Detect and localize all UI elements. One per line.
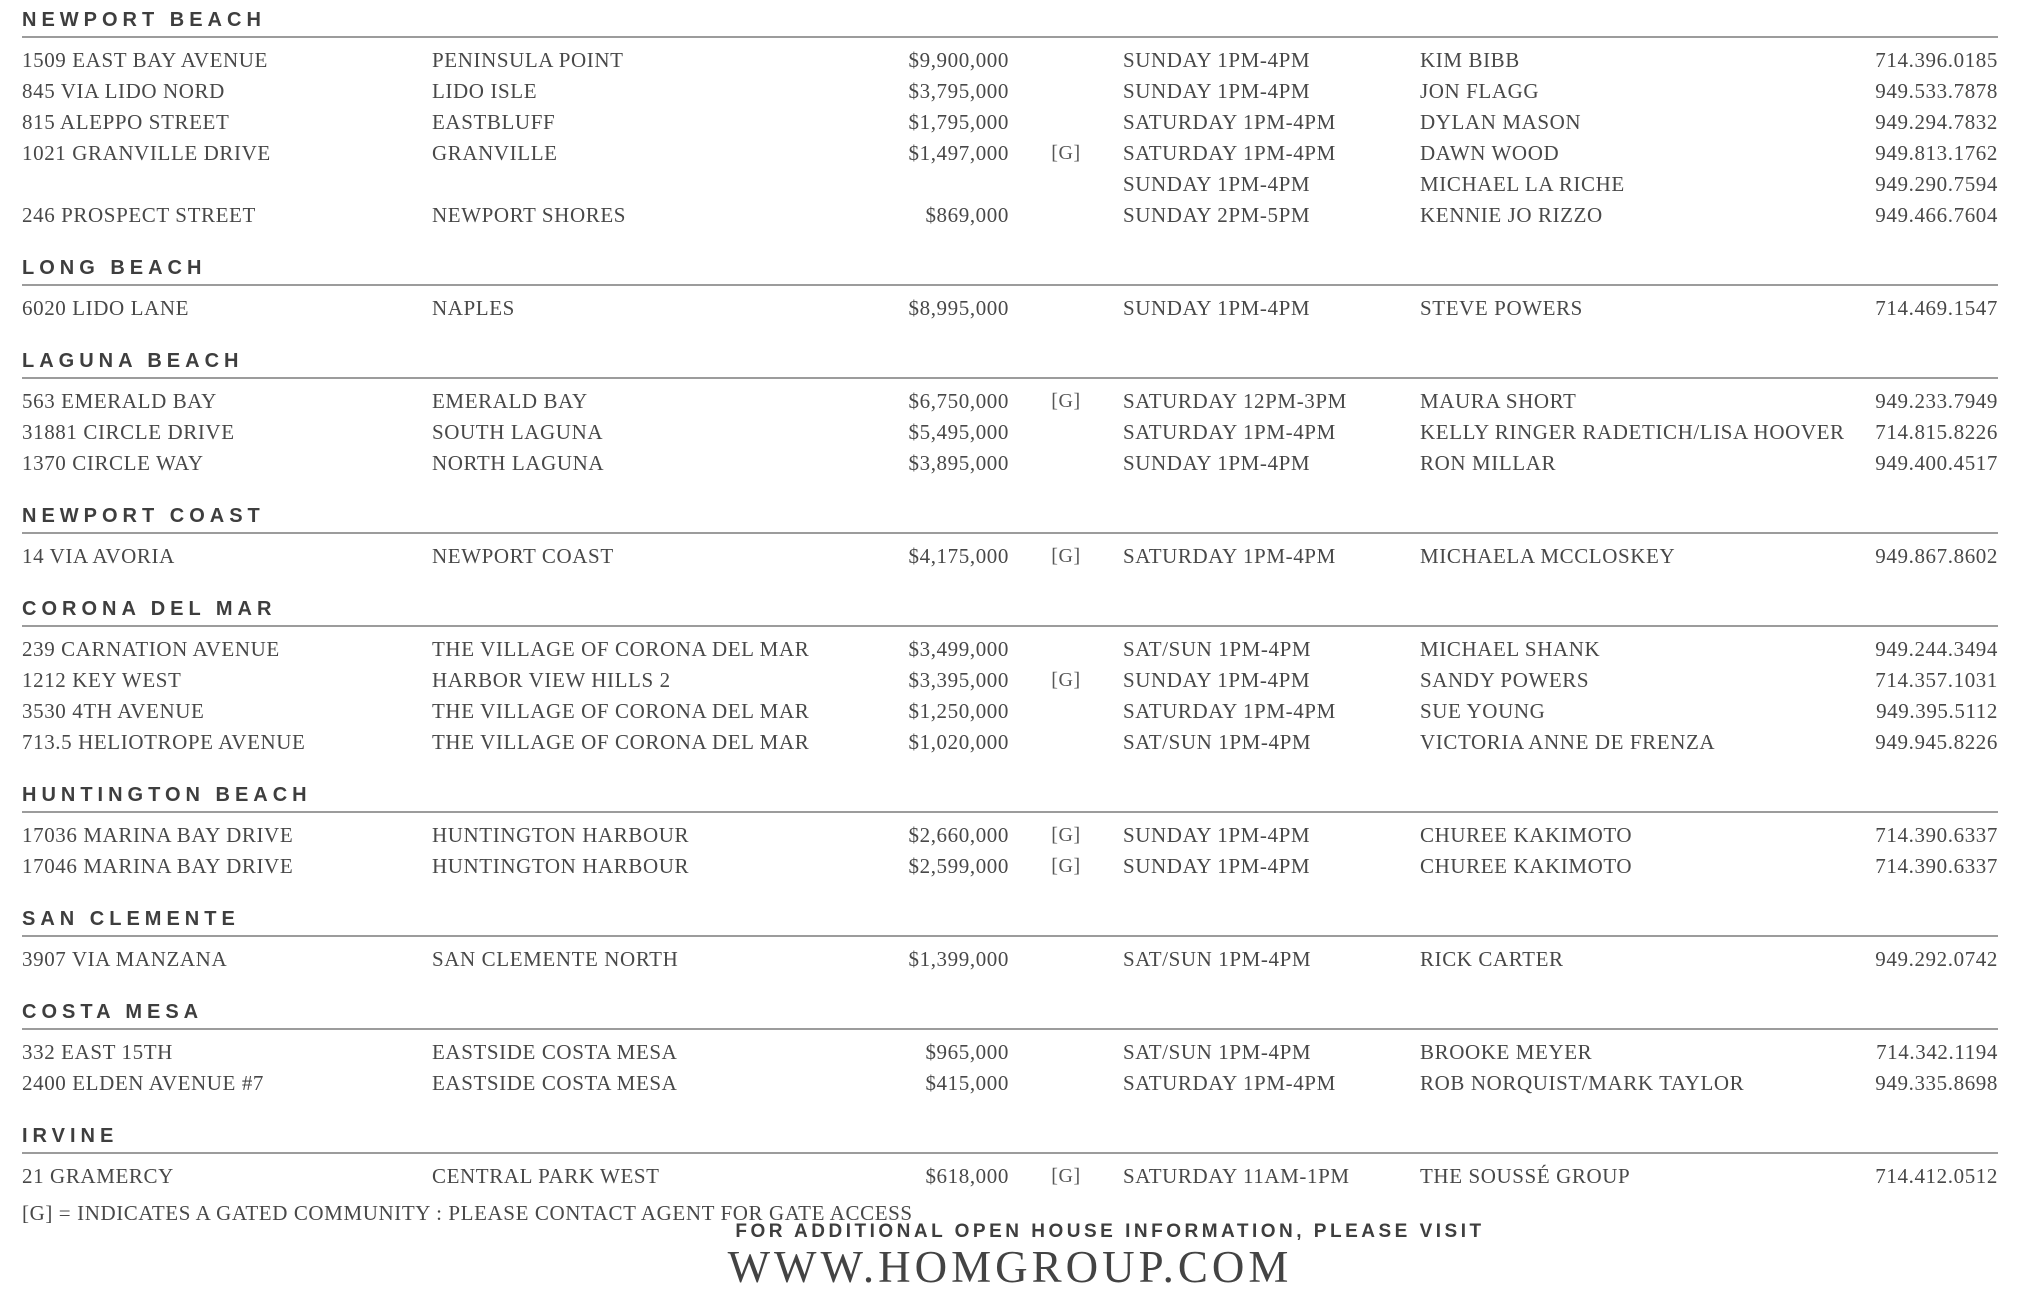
neighborhood: NEWPORT SHORES [432,203,627,227]
gated-flag [1009,944,1123,975]
listing-row [22,169,1998,200]
agent-name: RICK CARTER [1420,947,1564,971]
agent-name: SUE YOUNG [1420,699,1546,723]
listing-row [22,820,1998,851]
price: $415,000 [925,1071,1009,1095]
listing-row [22,1037,1998,1068]
open-house-time: SAT/SUN 1PM-4PM [1123,730,1312,754]
city-header: LAGUNA BEACH [22,351,1998,379]
city-header: SAN CLEMENTE [22,909,1998,937]
city-rows [22,534,1998,572]
agent-phone: 949.290.7594 [1875,172,1998,196]
open-house-time: SATURDAY 11AM-1PM [1123,1164,1350,1188]
price: $3,895,000 [908,451,1009,475]
agent-name: MICHAEL LA RICHE [1420,172,1625,196]
address: 1021 GRANVILLE DRIVE [22,141,271,165]
city-section [22,1002,1998,1099]
open-house-time: SUNDAY 2PM-5PM [1123,203,1311,227]
neighborhood: HUNTINGTON HARBOUR [432,854,690,878]
address: 563 EMERALD BAY [22,389,217,413]
price: $3,499,000 [908,637,1009,661]
address: 713.5 HELIOTROPE AVENUE [22,730,306,754]
agent-phone: 949.395.5112 [1876,699,1998,723]
listing-row [22,1161,1998,1192]
gated-flag [1009,727,1123,758]
gated-flag [1009,200,1123,231]
listing-row [22,45,1998,76]
price: $4,175,000 [908,544,1009,568]
neighborhood: CENTRAL PARK WEST [432,1164,660,1188]
agent-name: MAURA SHORT [1420,389,1577,413]
listing-row [22,851,1998,882]
address: 17036 MARINA BAY DRIVE [22,823,294,847]
price: $965,000 [925,1040,1009,1064]
gated-flag [1009,293,1123,324]
neighborhood: EMERALD BAY [432,389,588,413]
agent-name: RON MILLAR [1420,451,1557,475]
price: $1,795,000 [908,110,1009,134]
city-rows [22,813,1998,882]
city-header: CORONA DEL MAR [22,599,1998,627]
listing-row [22,293,1998,324]
address: 239 CARNATION AVENUE [22,637,280,661]
price: $3,795,000 [908,79,1009,103]
neighborhood: THE VILLAGE OF CORONA DEL MAR [432,699,810,723]
city-rows [22,379,1998,479]
open-house-time: SATURDAY 1PM-4PM [1123,544,1336,568]
agent-phone: 949.813.1762 [1875,141,1998,165]
address: 3907 VIA MANZANA [22,947,228,971]
agent-phone: 714.396.0185 [1875,48,1998,72]
open-house-time: SUNDAY 1PM-4PM [1123,451,1311,475]
gated-flag: [G] [1051,824,1081,846]
neighborhood: HARBOR VIEW HILLS 2 [432,668,671,692]
agent-phone: 714.412.0512 [1875,1164,1998,1188]
agent-name: MICHAELA MCCLOSKEY [1420,544,1676,568]
open-house-time: SAT/SUN 1PM-4PM [1123,1040,1312,1064]
city-rows [22,627,1998,758]
price: $6,750,000 [908,389,1009,413]
agent-phone: 714.469.1547 [1875,296,1998,320]
address: 14 VIA AVORIA [22,544,175,568]
city-section [22,351,1998,479]
open-house-time: SUNDAY 1PM-4PM [1123,854,1311,878]
address: 17046 MARINA BAY DRIVE [22,854,294,878]
neighborhood: PENINSULA POINT [432,48,624,72]
agent-phone: 949.233.7949 [1875,389,1998,413]
agent-phone: 714.815.8226 [1875,420,1998,444]
open-house-time: SATURDAY 1PM-4PM [1123,1071,1336,1095]
listing-row [22,107,1998,138]
agent-name: KIM BIBB [1420,48,1520,72]
listing-row [22,944,1998,975]
agent-name: JON FLAGG [1420,79,1540,103]
open-house-time: SATURDAY 1PM-4PM [1123,699,1336,723]
price: $2,599,000 [908,854,1009,878]
address: 21 GRAMERCY [22,1164,174,1188]
address: 1370 CIRCLE WAY [22,451,204,475]
agent-phone: 714.390.6337 [1875,854,1998,878]
agent-phone: 714.390.6337 [1875,823,1998,847]
price: $8,995,000 [908,296,1009,320]
gated-flag [1009,417,1123,448]
listing-row [22,696,1998,727]
price: $1,399,000 [908,947,1009,971]
city-rows [22,937,1998,975]
city-section [22,785,1998,882]
price: $5,495,000 [908,420,1009,444]
open-house-time: SUNDAY 1PM-4PM [1123,172,1311,196]
address: 1212 KEY WEST [22,668,182,692]
listing-row [22,138,1998,169]
gated-flag: [G] [1051,390,1081,412]
agent-phone: 949.466.7604 [1875,203,1998,227]
city-header: NEWPORT BEACH [22,10,1998,38]
city-header: IRVINE [22,1126,1998,1154]
open-house-time: SUNDAY 1PM-4PM [1123,668,1311,692]
agent-name: THE SOUSSÉ GROUP [1420,1164,1631,1188]
neighborhood: NAPLES [432,296,515,320]
listing-row [22,76,1998,107]
price: $1,497,000 [908,141,1009,165]
open-house-time: SATURDAY 1PM-4PM [1123,110,1336,134]
open-house-time: SUNDAY 1PM-4PM [1123,296,1311,320]
listing-row [22,665,1998,696]
address: 815 ALEPPO STREET [22,110,230,134]
agent-phone: 714.342.1194 [1876,1040,1998,1064]
city-section [22,599,1998,758]
city-header: LONG BEACH [22,258,1998,286]
agent-phone: 949.335.8698 [1875,1071,1998,1095]
agent-name: DYLAN MASON [1420,110,1582,134]
neighborhood: THE VILLAGE OF CORONA DEL MAR [432,637,810,661]
agent-name: BROOKE MEYER [1420,1040,1593,1064]
agent-name: CHUREE KAKIMOTO [1420,823,1633,847]
neighborhood: EASTSIDE COSTA MESA [432,1071,678,1095]
open-house-time: SUNDAY 1PM-4PM [1123,823,1311,847]
neighborhood: SAN CLEMENTE NORTH [432,947,679,971]
open-house-time: SUNDAY 1PM-4PM [1123,48,1311,72]
agent-name: SANDY POWERS [1420,668,1590,692]
neighborhood: HUNTINGTON HARBOUR [432,823,690,847]
price: $869,000 [925,203,1009,227]
gated-flag [1009,696,1123,727]
agent-name: VICTORIA ANNE DE FRENZA [1420,730,1716,754]
listing-row [22,200,1998,231]
neighborhood [432,169,804,200]
agent-name: DAWN WOOD [1420,141,1560,165]
listing-row [22,448,1998,479]
listing-row [22,386,1998,417]
price: $3,395,000 [908,668,1009,692]
info-line: FOR ADDITIONAL OPEN HOUSE INFORMATION, PLEASE VISIT [735,1221,1485,1242]
listing-row [22,417,1998,448]
neighborhood: GRANVILLE [432,141,558,165]
neighborhood: LIDO ISLE [432,79,538,103]
gated-flag: [G] [1051,855,1081,877]
agent-name: MICHAEL SHANK [1420,637,1601,661]
gated-legend: [G] = INDICATES A GATED COMMUNITY : PLEASE CONTACT AGENT FOR GATE ACCESS [22,1201,913,1225]
gated-flag [1009,169,1123,200]
price [804,169,1009,200]
footer [22,1200,1998,1290]
address: 31881 CIRCLE DRIVE [22,420,235,444]
address: 332 EAST 15TH [22,1040,173,1064]
price: $2,660,000 [908,823,1009,847]
gated-flag [1009,634,1123,665]
listing-row [22,1068,1998,1099]
agent-phone: 949.400.4517 [1875,451,1998,475]
listing-row [22,727,1998,758]
listings [22,10,1998,1192]
agent-name: CHUREE KAKIMOTO [1420,854,1633,878]
agent-phone: 949.533.7878 [1875,79,1998,103]
open-house-time: SUNDAY 1PM-4PM [1123,79,1311,103]
gated-flag [1009,107,1123,138]
address: 6020 LIDO LANE [22,296,190,320]
gated-flag: [G] [1051,142,1081,164]
gated-flag [1009,45,1123,76]
neighborhood: EASTSIDE COSTA MESA [432,1040,678,1064]
price: $618,000 [925,1164,1009,1188]
neighborhood: NORTH LAGUNA [432,451,605,475]
city-section [22,506,1998,572]
agent-phone: 949.945.8226 [1875,730,1998,754]
price: $1,250,000 [908,699,1009,723]
neighborhood: THE VILLAGE OF CORONA DEL MAR [432,730,810,754]
gated-flag [1009,1068,1123,1099]
agent-phone: 949.244.3494 [1875,637,1998,661]
city-rows [22,286,1998,324]
open-house-time: SATURDAY 1PM-4PM [1123,141,1336,165]
neighborhood: SOUTH LAGUNA [432,420,604,444]
open-house-time: SATURDAY 1PM-4PM [1123,420,1336,444]
address: 2400 ELDEN AVENUE #7 [22,1071,265,1095]
city-header: NEWPORT COAST [22,506,1998,534]
agent-name: ROB NORQUIST/MARK TAYLOR [1420,1071,1745,1095]
city-section [22,909,1998,975]
agent-phone: 949.294.7832 [1875,110,1998,134]
open-house-time: SAT/SUN 1PM-4PM [1123,637,1312,661]
city-rows [22,1030,1998,1099]
city-header: HUNTINGTON BEACH [22,785,1998,813]
neighborhood: NEWPORT COAST [432,544,614,568]
neighborhood: EASTBLUFF [432,110,556,134]
price: $9,900,000 [908,48,1009,72]
city-section [22,1126,1998,1192]
address: 3530 4TH AVENUE [22,699,205,723]
agent-phone: 949.867.8602 [1875,544,1998,568]
city-header: COSTA MESA [22,1002,1998,1030]
city-rows [22,1154,1998,1192]
agent-name: KENNIE JO RIZZO [1420,203,1603,227]
gated-flag [1009,448,1123,479]
website-url: WWW.HOMGROUP.COM [727,1242,1293,1292]
agent-phone: 714.357.1031 [1875,668,1998,692]
open-house-time: SAT/SUN 1PM-4PM [1123,947,1312,971]
gated-flag: [G] [1051,669,1081,691]
gated-flag: [G] [1051,1165,1081,1187]
address [22,169,432,200]
city-section [22,10,1998,231]
gated-flag [1009,76,1123,107]
gated-flag [1009,1037,1123,1068]
open-house-time: SATURDAY 12PM-3PM [1123,389,1347,413]
city-rows [22,38,1998,231]
agent-name: KELLY RINGER RADETICH/LISA HOOVER [1420,420,1845,444]
address: 845 VIA LIDO NORD [22,79,225,103]
agent-name: STEVE POWERS [1420,296,1583,320]
address: 246 PROSPECT STREET [22,203,256,227]
gated-flag: [G] [1051,545,1081,567]
agent-phone: 949.292.0742 [1875,947,1998,971]
listing-row [22,541,1998,572]
city-section [22,258,1998,324]
price: $1,020,000 [908,730,1009,754]
address: 1509 EAST BAY AVENUE [22,48,268,72]
listing-row [22,634,1998,665]
